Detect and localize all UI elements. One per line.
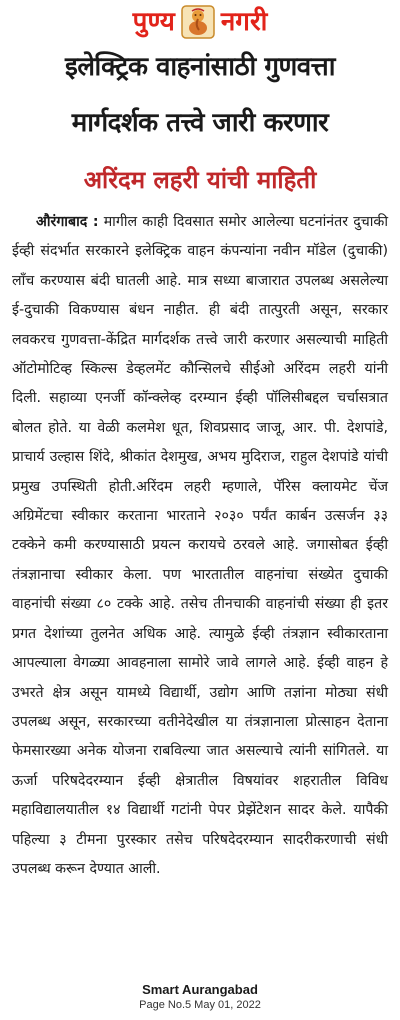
subheadline: अरिंदम लहरी यांची माहिती bbox=[83, 166, 317, 194]
masthead-left-word: पुण्य bbox=[132, 7, 175, 37]
masthead bbox=[0, 4, 400, 40]
article-body bbox=[12, 208, 388, 884]
source-name: Smart Aurangabad bbox=[142, 982, 258, 997]
article-text: मागील काही दिवसात समोर आलेल्या घटनांनंतर दुचाकी ईव्ही संदर्भात सरकारने इलेक्ट्रिक वाहन कंपन्यांना नवीन मॉडेल (दुचाकी) लाँच करण्यास बंदी घातली आहे. मात्र सध्या बाजारात उपलब्ध असलेल्या ई-दुचाकी विकण्यास बंधन नाहीत. ही बंदी तात्पुरती असून, सरकार लवकरच गुणवत्ता-केंद्रित मार्गदर्शक तत्त्वे जारी करणार असल्याची माहिती ऑटोमोटिव्ह स्किल्स डेव्हलमेंट कौन्सिलचे सीईओ अरिंदम लहरी यांनी दिली. सहाव्या एनर्जी कॉन्क्लेव्ह दरम्यान ईव्ही पॉलिसीबद्दल चर्चासत्रात बोलत होते. या वेळी कलमेश धूत, शिवप्रसाद जाजू, आर. पी. देशपांडे, प्राचार्य उल्हास शिंदे, श्रीकांत देशमुख, अभय मुदिराज, राहुल देशपांडे यांची प्रमुख उपस्थिती होती.अरिंदम लहरी म्हणाले, पॅरिस क्लायमेट चेंज अग्रिमेंटचा स्वीकार करताना भारताने २०३० पर्यंत कार्बन उत्सर्जन ३३ टक्केने कमी करण्यासाठी प्रयत्न करायचे ठरवले आहे. जगासोबत ईव्ही तंत्रज्ञानाचा स्वीकार केला. पण भारतातील वाहनांचा संख्येत दुचाकी वाहनांची संख्या ८० टक्के आहे. तसेच तीनचाकी वाहनांची संख्या ही इतर प्रगत देशांच्या तुलनेत अधिक आहे. त्यामुळे ईव्ही तंत्रज्ञान स्वीकारताना आपल्याला वेगळ्या आवहनाला सामोरे जावे लागले आहे. ईव्ही वाहन हे उभरते क्षेत्र असून यामध्ये विद्यार्थी, उद्योग आणि तज्ञांना मोठ्या संधी उपलब्ध असून, सरकारच्या वतीनेदेखील या तंत्रज्ञानाला प्रोत्साहन देताना फेमसारख्या अनेक योजना राबविल्या जात असल्याचे त्यांनी सांगितले. या ऊर्जा परिषदेदरम्यान ईव्ही क्षेत्रातील विषयांवर शहरातील विविध महाविद्यालयातील १४ विद्यार्थी गटांनी पेपर प्रेझेंटेशन सादर केले. यापैकी पहिल्या ३ टीमना पुरस्कार तसेच परिषदेदरम्यान सादरीकरणाची संधी उपलब्ध करून देण्यात आली. bbox=[12, 214, 388, 877]
ganesha-emblem-icon bbox=[181, 5, 215, 39]
article-dateline: औरंगाबाद : bbox=[36, 214, 99, 230]
source-footer bbox=[0, 982, 400, 1012]
headline-line-1: इलेक्ट्रिक वाहनांसाठी गुणवत्ता bbox=[65, 52, 335, 82]
source-page-info: Page No.5 May 01, 2022 bbox=[139, 999, 261, 1011]
headline-line-2: मार्गदर्शक तत्त्वे जारी करणार bbox=[71, 108, 329, 138]
masthead-right-word: नगरी bbox=[220, 7, 268, 37]
